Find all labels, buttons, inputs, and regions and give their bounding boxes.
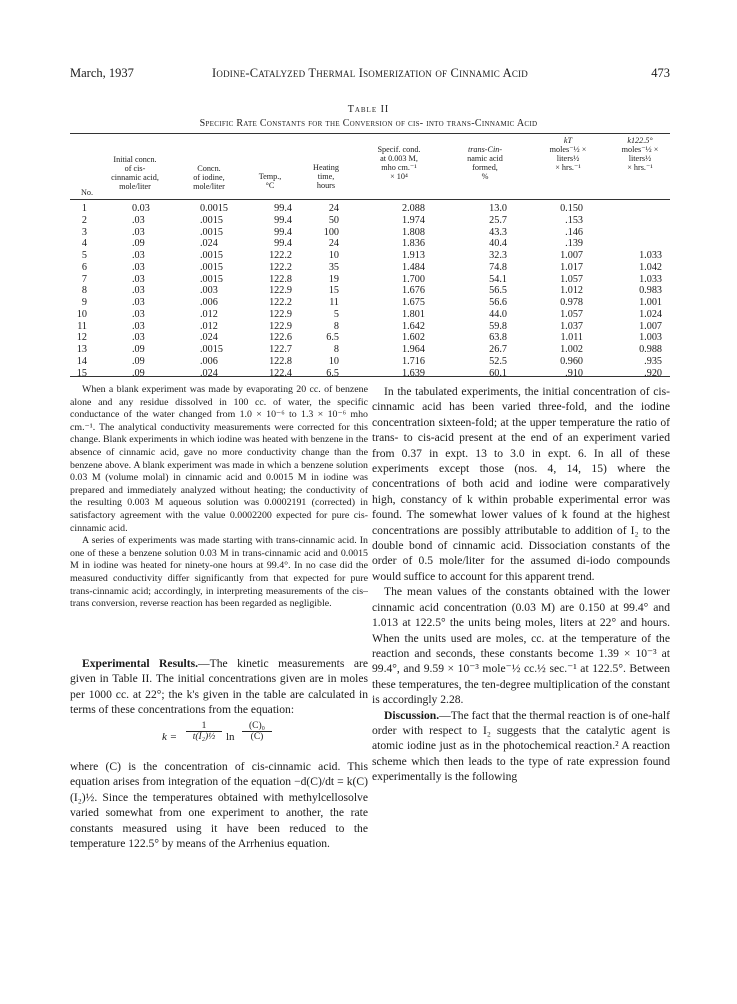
- table-cell: .0015: [200, 261, 223, 273]
- table-cell: .920: [644, 367, 662, 379]
- table-cell: 1.484: [402, 261, 425, 273]
- right-column: [372, 384, 670, 785]
- table-cell: .03: [132, 308, 145, 320]
- table-cell: .0015: [200, 344, 223, 355]
- table-cell: .09: [132, 344, 145, 355]
- table-cell: 1.602: [402, 332, 425, 344]
- table-cell: 1.676: [402, 285, 425, 297]
- table-cell: 15: [76, 367, 87, 379]
- table-cell: 1.024: [639, 308, 662, 320]
- table-cell: .0015: [200, 214, 223, 226]
- table-cell: 1.003: [639, 332, 662, 344]
- table-cell: 2: [81, 214, 87, 226]
- table-cell: 44.0: [489, 308, 507, 320]
- equation-lhs: k =: [162, 731, 178, 743]
- table-cell: 1.002: [560, 344, 583, 355]
- col-head-acid: Initial concn. of cis- cinnamic acid, mole/liter: [111, 155, 159, 191]
- table-cell: 1.801: [402, 308, 425, 320]
- table-cell: 1.001: [639, 297, 662, 308]
- table-cell: 0.0015: [200, 203, 229, 214]
- table-cell: 19: [328, 273, 339, 285]
- paragraph: —The fact that the thermal reaction is of one-half order with respect to I₂ suggests that the catalytic agent is atomic iodine just as in the photochemical reaction.² A reaction scheme which then leads to the type of rate expression found experimentally is the following: [372, 708, 670, 784]
- rate-equation: [70, 720, 368, 754]
- table-cell: 11: [77, 320, 87, 332]
- table-cell: 24: [328, 238, 339, 250]
- table-cell: .0015: [200, 250, 223, 261]
- table-cell: .03: [132, 273, 145, 285]
- table-cell: 5: [333, 308, 339, 320]
- table-cell: 100: [323, 226, 339, 238]
- table-cell: .09: [132, 355, 145, 367]
- table-cell: 15: [328, 285, 339, 297]
- table-cell: 1: [81, 203, 87, 214]
- table-cell: 1.017: [560, 261, 583, 273]
- paragraph: where (C) is the concentration of cis-cinnamic acid. This equation arises from integration of the equation −d(C)/dt = k(C) (I₂)½. Since the temperatures obtained with methylcellosolve varied somewhat from one experiment to another, the rate constants measured using it have been reduced to the temperature 122.5° by means of the Arrhenius equation.: [70, 760, 368, 851]
- table-cell: 2.088: [402, 203, 425, 214]
- table-cell: 6.5: [326, 367, 339, 379]
- col-head-time: Heating time, hours: [313, 163, 339, 190]
- table-cell: 54.1: [489, 273, 507, 285]
- table-cell: .012: [200, 308, 218, 320]
- col-head-kT: kT moles⁻½ × liters½ × hrs.⁻¹: [549, 136, 587, 172]
- table-cell: 9: [81, 297, 87, 308]
- left-column-notes: [70, 384, 368, 611]
- table-label: Table II: [347, 104, 390, 115]
- table-cell: 1.007: [639, 320, 662, 332]
- table-cell: 8: [333, 344, 339, 355]
- table-cell: 0.150: [560, 203, 583, 214]
- table-cell: 1.913: [402, 250, 425, 261]
- table-cell: 60.1: [489, 367, 507, 379]
- table-cell: 4: [81, 238, 87, 250]
- table-cell: 74.8: [489, 261, 507, 273]
- col-head-trans: trans-Cin- namic acid formed, %: [467, 145, 503, 181]
- table-cell: 6: [81, 261, 87, 273]
- table-cell: 1.033: [639, 273, 662, 285]
- table-cell: 122.8: [269, 355, 292, 367]
- table-cell: .139: [565, 238, 583, 250]
- table-cell: .03: [132, 320, 145, 332]
- paragraph: When a blank experiment was made by evaporating 20 cc. of benzene alone and any residue dissolved in 100 cc. of water, the specific conductance of the water changed from 1.0 × 10⁻⁶ to 1.3 × 10⁻⁶ mho cm.⁻¹. The analytical conductivity measurements were corrected for this change. Blank experiments in which iodine was heated with benzene in the absence of cinnamic acid, gave no more conductivity change than the benzene above. A blank experiment was made in which a benzene solution 0.03 M (volume molal) in cinnamic acid and 0.0015 M in iodine was prepared and immediately analyzed without heating; the conductivity of the resulting 0.003 M aqueous solution was 0.0002191 (corrected) in satisfactory agreement with the value 0.0002200 expected for pure cis-cinnamic acid.: [70, 384, 368, 534]
- header-date: March, 1937: [70, 66, 134, 80]
- table-cell: 52.5: [489, 355, 507, 367]
- table-cell: 1.037: [560, 320, 583, 332]
- table-cell: 6.5: [326, 332, 339, 344]
- table-cell: .146: [565, 226, 583, 238]
- table-cell: 1.057: [560, 273, 583, 285]
- table-cell: 1.642: [402, 320, 425, 332]
- table-cell: .03: [132, 297, 145, 308]
- paragraph: A series of experiments was made starting with trans-cinnamic acid. In one of these a benzene solution 0.03 M in trans-cinnamic acid and 0.0015 M in iodine was heated for ninety-one hours at 99.4°. In no case did the measured conductivity differ significantly from that expected for pure trans-cinnamic acid; accordingly, in interpreting measurements of the cis–trans conversion, reverse reaction has been regarded as negligible.: [70, 535, 368, 610]
- table-cell: 1.964: [402, 344, 425, 355]
- section-heading: Discussion.: [384, 708, 440, 722]
- table-cell: 40.4: [489, 238, 507, 250]
- table-cell: 56.5: [489, 285, 507, 297]
- table-cell: 1.974: [402, 214, 425, 226]
- table-header-rule: [70, 199, 670, 200]
- paragraph: The mean values of the constants obtained with the lower cinnamic acid concentration (0.03 M) are 0.150 at 99.4° and 1.013 at 122.5° the units being moles, liters at 22° and hours. When the units used are moles, cc. at the temperature of the reaction and seconds, these constants become 1.39 × 10⁻³ at 99.4°, and 9.59 × 10⁻³ mole⁻½ cc.½ sec.⁻¹ at 122.5°. Between these temperatures, the ten-degree multiplication of the constant is accordingly 2.28.: [372, 585, 670, 707]
- table-cell: .03: [132, 332, 145, 344]
- table-cell: 59.8: [489, 320, 507, 332]
- table-cell: 12: [76, 332, 87, 344]
- table-cell: 122.9: [269, 308, 292, 320]
- table-cell: 1.675: [402, 297, 425, 308]
- header-title: Iodine-Catalyzed Thermal Isomerization of Cinnamic Acid: [212, 66, 528, 80]
- table-cell: 5: [81, 250, 87, 261]
- table-cell: 0.960: [560, 355, 583, 367]
- table-cell: 122.8: [269, 273, 292, 285]
- table-cell: 1.836: [402, 238, 425, 250]
- table-cell: 56.6: [489, 297, 507, 308]
- table-cell: 10: [328, 355, 339, 367]
- page-number: 473: [651, 66, 670, 80]
- col-head-iodine: Concn. of iodine, mole/liter: [193, 164, 225, 191]
- table-cell: 50: [328, 214, 339, 226]
- table-cell: 122.2: [269, 261, 292, 273]
- table-caption: Specific Rate Constants for the Conversion of cis- into trans-Cinnamic Acid: [199, 118, 538, 129]
- table-cell: 99.4: [274, 203, 292, 214]
- table-cell: 26.7: [489, 344, 507, 355]
- table-cell: 1.042: [639, 261, 662, 273]
- table-cell: .006: [200, 297, 218, 308]
- table-cell: .0015: [200, 273, 223, 285]
- table-cell: 13: [76, 344, 87, 355]
- table-cell: 8: [81, 285, 87, 297]
- table-cell: 1.639: [402, 367, 425, 379]
- table-cell: 99.4: [274, 226, 292, 238]
- table-cell: 1.033: [639, 250, 662, 261]
- table-cell: .0015: [200, 226, 223, 238]
- table-cell: 122.2: [269, 250, 292, 261]
- table-cell: 122.7: [269, 344, 292, 355]
- table-cell: .935: [644, 355, 662, 367]
- running-header: [70, 66, 670, 82]
- table-cell: .09: [132, 367, 145, 379]
- table-cell: 13.0: [489, 203, 507, 214]
- section-heading: Experimental Results.: [82, 657, 199, 670]
- col-head-temp: Temp., °C: [258, 172, 282, 190]
- table-cell: .024: [200, 332, 218, 344]
- table-cell: 1.012: [560, 285, 583, 297]
- table-cell: 14: [76, 355, 87, 367]
- table-cell: 1.808: [402, 226, 425, 238]
- table-cell: .03: [132, 214, 145, 226]
- equation-fraction-2: (C)₀ (C): [242, 721, 272, 742]
- table-cell: .03: [132, 250, 145, 261]
- table-cell: 25.7: [489, 214, 507, 226]
- col-head-no: No.: [80, 188, 94, 197]
- table-cell: 99.4: [274, 214, 292, 226]
- col-head-k122: k122.5° moles⁻½ × liters½ × hrs.⁻¹: [621, 136, 659, 172]
- table-cell: 63.8: [489, 332, 507, 344]
- table-cell: 24: [328, 203, 339, 214]
- experimental-results: [70, 656, 368, 718]
- table-cell: 7: [81, 273, 87, 285]
- paragraph: —The kinetic measurements are given in Table II. The initial concentrations given are in moles per 1000 cc. at 22°; the k's given in the table are calculated in terms of these concentrations from the equation:: [70, 657, 368, 717]
- table-cell: 35: [328, 261, 339, 273]
- table-cell: 0.988: [639, 344, 662, 355]
- table-bottom-rule: [70, 376, 670, 377]
- table-cell: 0.983: [639, 285, 662, 297]
- table-cell: 122.4: [269, 367, 292, 379]
- table-cell: 1.011: [560, 332, 583, 344]
- table-cell: 1.007: [560, 250, 583, 261]
- table-cell: 43.3: [489, 226, 507, 238]
- table-cell: 10: [328, 250, 339, 261]
- table-cell: .006: [200, 355, 218, 367]
- col-head-conductance: Specif. cond. at 0.003 M, mho cm.⁻¹ × 10⁴: [377, 145, 421, 181]
- table-cell: .012: [200, 320, 218, 332]
- table-cell: .024: [200, 238, 218, 250]
- paragraph: In the tabulated experiments, the initial concentration of cis-cinnamic acid has been varied three-fold, and the iodine concentration sixteen-fold; at the upper temperature the ratio of trans- to cis-acid present at the end of an experiment varied from 0.37 in expt. 13 to 3.0 in expt. 6. In all of these experiments except those (nos. 4, 14, 15) where the concentrations of both acid and iodine were comparatively high, constancy of k within probable experimental error was found. The somewhat lower values of k found at the highest concentrations are possibly attributable to addition of I₂ to the double bond of cinnamic acid. Dissociation constants of the order of 0.5 mole/liter for the assumed di-iodo compounds would suffice to account for this apparent trend.: [372, 385, 670, 583]
- table-cell: 1.057: [560, 308, 583, 320]
- equation-ln: ln: [226, 731, 235, 743]
- table-cell: .03: [132, 285, 145, 297]
- table-cell: 8: [333, 320, 339, 332]
- table-cell: .03: [132, 226, 145, 238]
- table-cell: 10: [76, 308, 87, 320]
- table-cell: .003: [200, 285, 218, 297]
- table-cell: 0.03: [132, 203, 150, 214]
- table-cell: 122.6: [269, 332, 292, 344]
- table-cell: 0.978: [560, 297, 583, 308]
- table-cell: 122.2: [269, 297, 292, 308]
- table-cell: 1.700: [402, 273, 425, 285]
- table-cell: 99.4: [274, 238, 292, 250]
- table-cell: .153: [565, 214, 583, 226]
- table-cell: 122.9: [269, 285, 292, 297]
- table-cell: .09: [132, 238, 145, 250]
- left-column-continuation: [70, 759, 368, 851]
- table-cell: 3: [81, 226, 87, 238]
- table-cell: .910: [565, 367, 583, 379]
- table-cell: .024: [200, 367, 218, 379]
- table-top-rule: [70, 133, 670, 134]
- table-cell: 1.716: [402, 355, 425, 367]
- table-cell: .03: [132, 261, 145, 273]
- equation-fraction-1: 1 t(I₂)½: [186, 721, 222, 742]
- table-cell: 11: [329, 297, 339, 308]
- table-cell: 32.3: [489, 250, 507, 261]
- table-cell: 122.9: [269, 320, 292, 332]
